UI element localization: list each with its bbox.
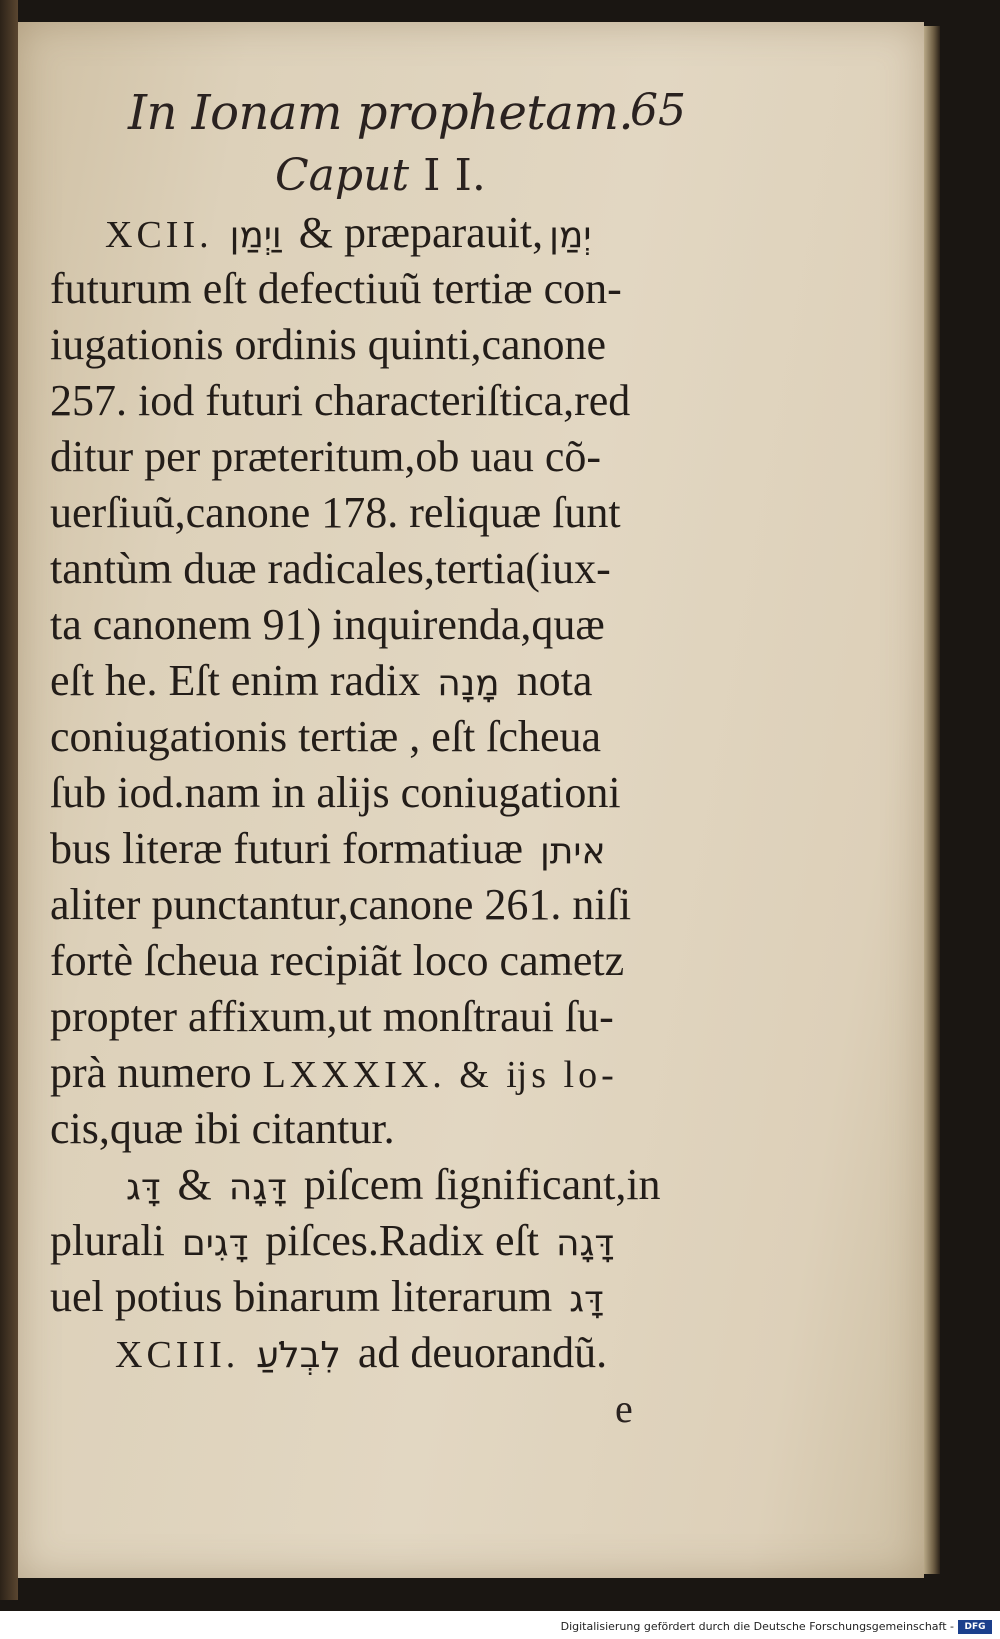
hebrew-word: לִבְלֹעַ [256,1335,341,1376]
hebrew-word: וַיְמַן [229,215,282,256]
page-edge-shadow [924,26,940,1574]
text-line: propter affixum,ut monſtraui ſu- [50,992,614,1041]
hebrew-word: איתן [539,831,606,872]
text-line: XCII. וַיְמַן & præparauit, יְמַן [50,205,870,261]
text-line: bus literæ futuri formatiuæ איתן [50,821,870,877]
text-line: fortè ſcheua recipiãt loco cametz [50,936,625,985]
folio-number: 65 [630,85,686,136]
book-spine [0,0,18,1600]
hebrew-word: יְמַן [549,215,592,256]
text-line: cis,quæ ibi citantur. [50,1104,395,1153]
hebrew-word: דָּגָה [556,1223,615,1264]
chapter-heading [275,150,486,201]
running-head: In Ionam prophetam. [128,85,634,141]
hebrew-word: מָנָה [437,663,500,704]
text-line: דָּג & דָּגָה piſcem ſignificant,in [50,1157,870,1213]
text-line: uel potius binarum literarum דָּג [50,1269,870,1325]
text-line: aliter punctantur,canone 261. niſi [50,880,632,929]
dfg-logo: DFG [958,1620,992,1634]
text-line: iugationis ordinis quinti,canone [50,320,607,369]
text-line: futurum eſt defectiuũ tertiæ con- [50,264,622,313]
signature-mark: e [615,1386,633,1431]
hebrew-word: דָּג [126,1167,161,1208]
text-line: ditur per præteritum,ob uau cõ- [50,432,602,481]
text-line: eſt he. Eſt enim radix מָנָה nota [50,653,870,709]
text-line: coniugationis tertiæ , eſt ſcheua [50,712,602,761]
footer-credit: Digitalisierung gefördert durch die Deutsche Forschungsgemeinschaft - [560,1620,954,1633]
footer-bar [0,1611,1000,1639]
text-line: ta canonem 91) inquirenda,quæ [50,600,605,649]
text-line: XCIII. לִבְלֹעַ ad deuorandũ. [50,1325,870,1381]
hebrew-word: דָּג [569,1279,604,1320]
hebrew-word: דָּגָה [228,1167,287,1208]
text-line: ſub iod.nam in alĳs coniugationi [50,768,621,817]
chapter-label: Caput [275,150,410,201]
text-line: 257. iod futuri characteriſtica,red [50,376,631,425]
text-line: plurali דָּגִים piſces.Radix eſt דָּגָה [50,1213,870,1269]
text-line: tantùm duæ radicales,tertia(iux- [50,544,611,593]
body-text [50,205,870,1381]
hebrew-word: דָּגִים [181,1223,249,1264]
text-line: uerſiuũ,canone 178. reliquæ ſunt [50,488,621,537]
text-line: prà numero LXXXIX. & ĳs lo- [50,1048,618,1097]
chapter-number: I I. [423,150,486,201]
